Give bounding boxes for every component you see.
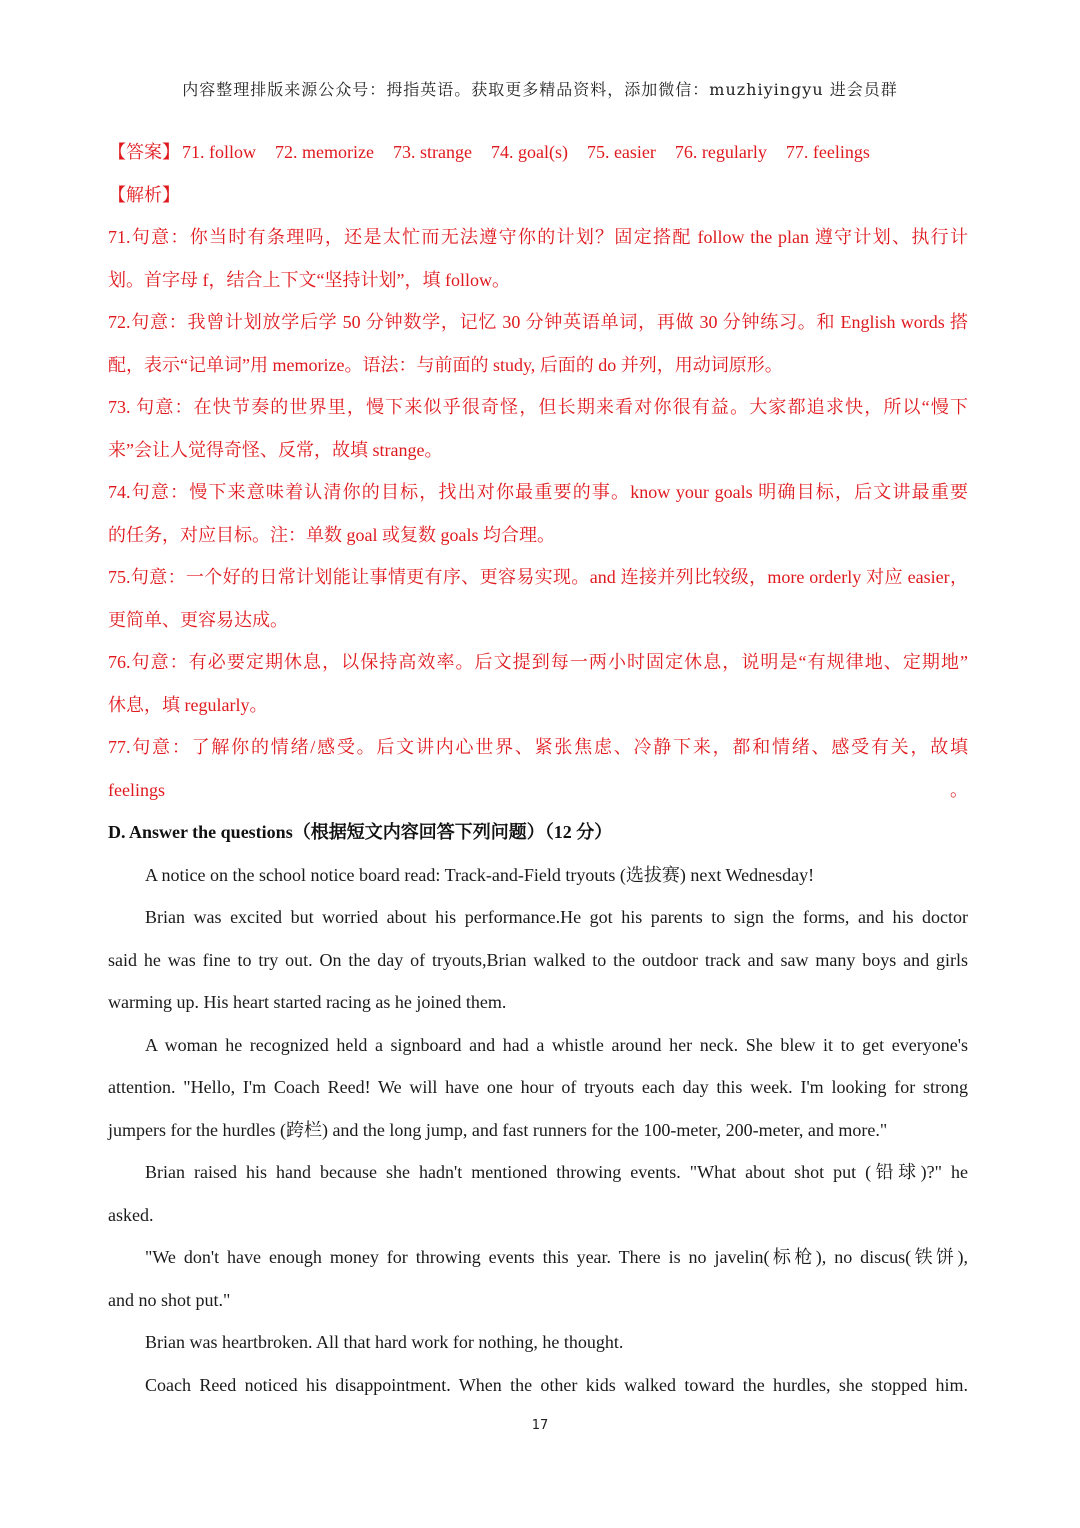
analysis-line: 72.句意：我曾计划放学后学 50 分钟数学，记忆 30 分钟英语单词，再做 30 分钟练习。和 English words 搭 — [108, 312, 968, 332]
analysis-line: 配，表示“记单词”用 memorize。语法：与前面的 study, 后面的 do 并列，用动词原形。 — [108, 354, 783, 375]
passage-line: Brian was excited but worried about his performance.He got his parents to sign the forms, and his doctor — [145, 907, 968, 927]
passage-line: Brian was heartbroken. All that hard work for nothing, he thought. — [145, 1332, 624, 1352]
analysis-line: 来”会让人觉得奇怪、反常，故填 strange。 — [108, 439, 443, 460]
passage-line: warming up. His heart started racing as he joined them. — [108, 992, 507, 1012]
page-number: 17 — [531, 1418, 549, 1433]
answer-item: 72. memorize — [275, 142, 374, 162]
passage-line: "We don't have enough money for throwing events this year. There is no javelin(标枪), no discus(铁饼), — [145, 1247, 968, 1267]
analysis-line: 71.句意：你当时有条理吗，还是太忙而无法遵守你的计划？固定搭配 follow the plan 遵守计划、执行计 — [108, 227, 968, 247]
analysis-line: 休息，填 regularly。 — [108, 694, 268, 715]
answer-item: 73. strange — [392, 142, 472, 162]
passage-line: and no shot put." — [108, 1289, 231, 1310]
page-header: 内容整理排版来源公众号：拇指英语。获取更多精品资料，添加微信：muzhiyingyu 进会员群 — [182, 80, 898, 99]
passage-line: Coach Reed noticed his disappointment. When the other kids walked toward the hurdles, she stopped him. — [145, 1374, 968, 1395]
passage-line: Brian raised his hand because she hadn't mentioned throwing events. "What about shot put (铅球)?" he — [145, 1162, 968, 1182]
passage-line: A woman he recognized held a signboard and had a whistle around her neck. She blew it to get everyone's — [145, 1034, 968, 1055]
section-d-title: D. Answer the questions（根据短文内容回答下列问题）（12 分） — [108, 822, 613, 842]
answer-item: 76. regularly — [674, 142, 767, 162]
analysis-line: 更简单、更容易达成。 — [108, 609, 288, 630]
answer-line — [108, 131, 968, 174]
answer-item: 71. follow — [182, 142, 256, 162]
analysis-line: 划。首字母 f，结合上下文“坚持计划”，填 follow。 — [108, 269, 510, 290]
analysis-line: 的任务，对应目标。注：单数 goal 或复数 goals 均合理。 — [108, 524, 555, 545]
analysis-line: 75.句意：一个好的日常计划能让事情更有序、更容易实现。and 连接并列比较级，more orderly 对应 easier， — [108, 567, 968, 587]
analysis-line: 73. 句意：在快节奏的世界里，慢下来似乎很奇怪，但长期来看对你很有益。大家都追求快，所以“慢下 — [108, 397, 968, 417]
passage-line: said he was fine to try out. On the day of tryouts,Brian walked to the outdoor track and saw many boys and girls — [108, 949, 968, 970]
passage-line: asked. — [108, 1204, 154, 1225]
answer-label: 【答案】 — [108, 142, 180, 162]
passage-line: A notice on the school notice board read: Track-and-Field tryouts (选拔赛) next Wednesday! — [145, 864, 815, 885]
answer-item: 74. goal(s) — [490, 142, 568, 162]
passage-line: jumpers for the hurdles (跨栏) and the long jump, and fast runners for the 100-meter, 200-meter, and more." — [108, 1119, 888, 1140]
answer-item: 77. feelings — [785, 142, 870, 162]
analysis-line: 77.句意：了解你的情绪/感受。后文讲内心世界、紧张焦虑、冷静下来，都和情绪、感受有关，故填 feelings。 — [108, 737, 968, 800]
answer-item: 75. easier — [586, 142, 656, 162]
analysis-line: 74.句意：慢下来意味着认清你的目标，找出对你最重要的事。know your goals 明确目标，后文讲最重要 — [108, 482, 968, 502]
page-content — [108, 131, 968, 1406]
analysis-line: 76.句意：有必要定期休息，以保持高效率。后文提到每一两小时固定休息，说明是“有规律地、定期地” — [108, 652, 968, 672]
passage-line: attention. "Hello, I'm Coach Reed! We will have one hour of tryouts each day this week. I'm looking for strong — [108, 1077, 968, 1097]
analysis-label: 【解析】 — [108, 184, 180, 205]
reading-passage — [108, 854, 968, 1407]
